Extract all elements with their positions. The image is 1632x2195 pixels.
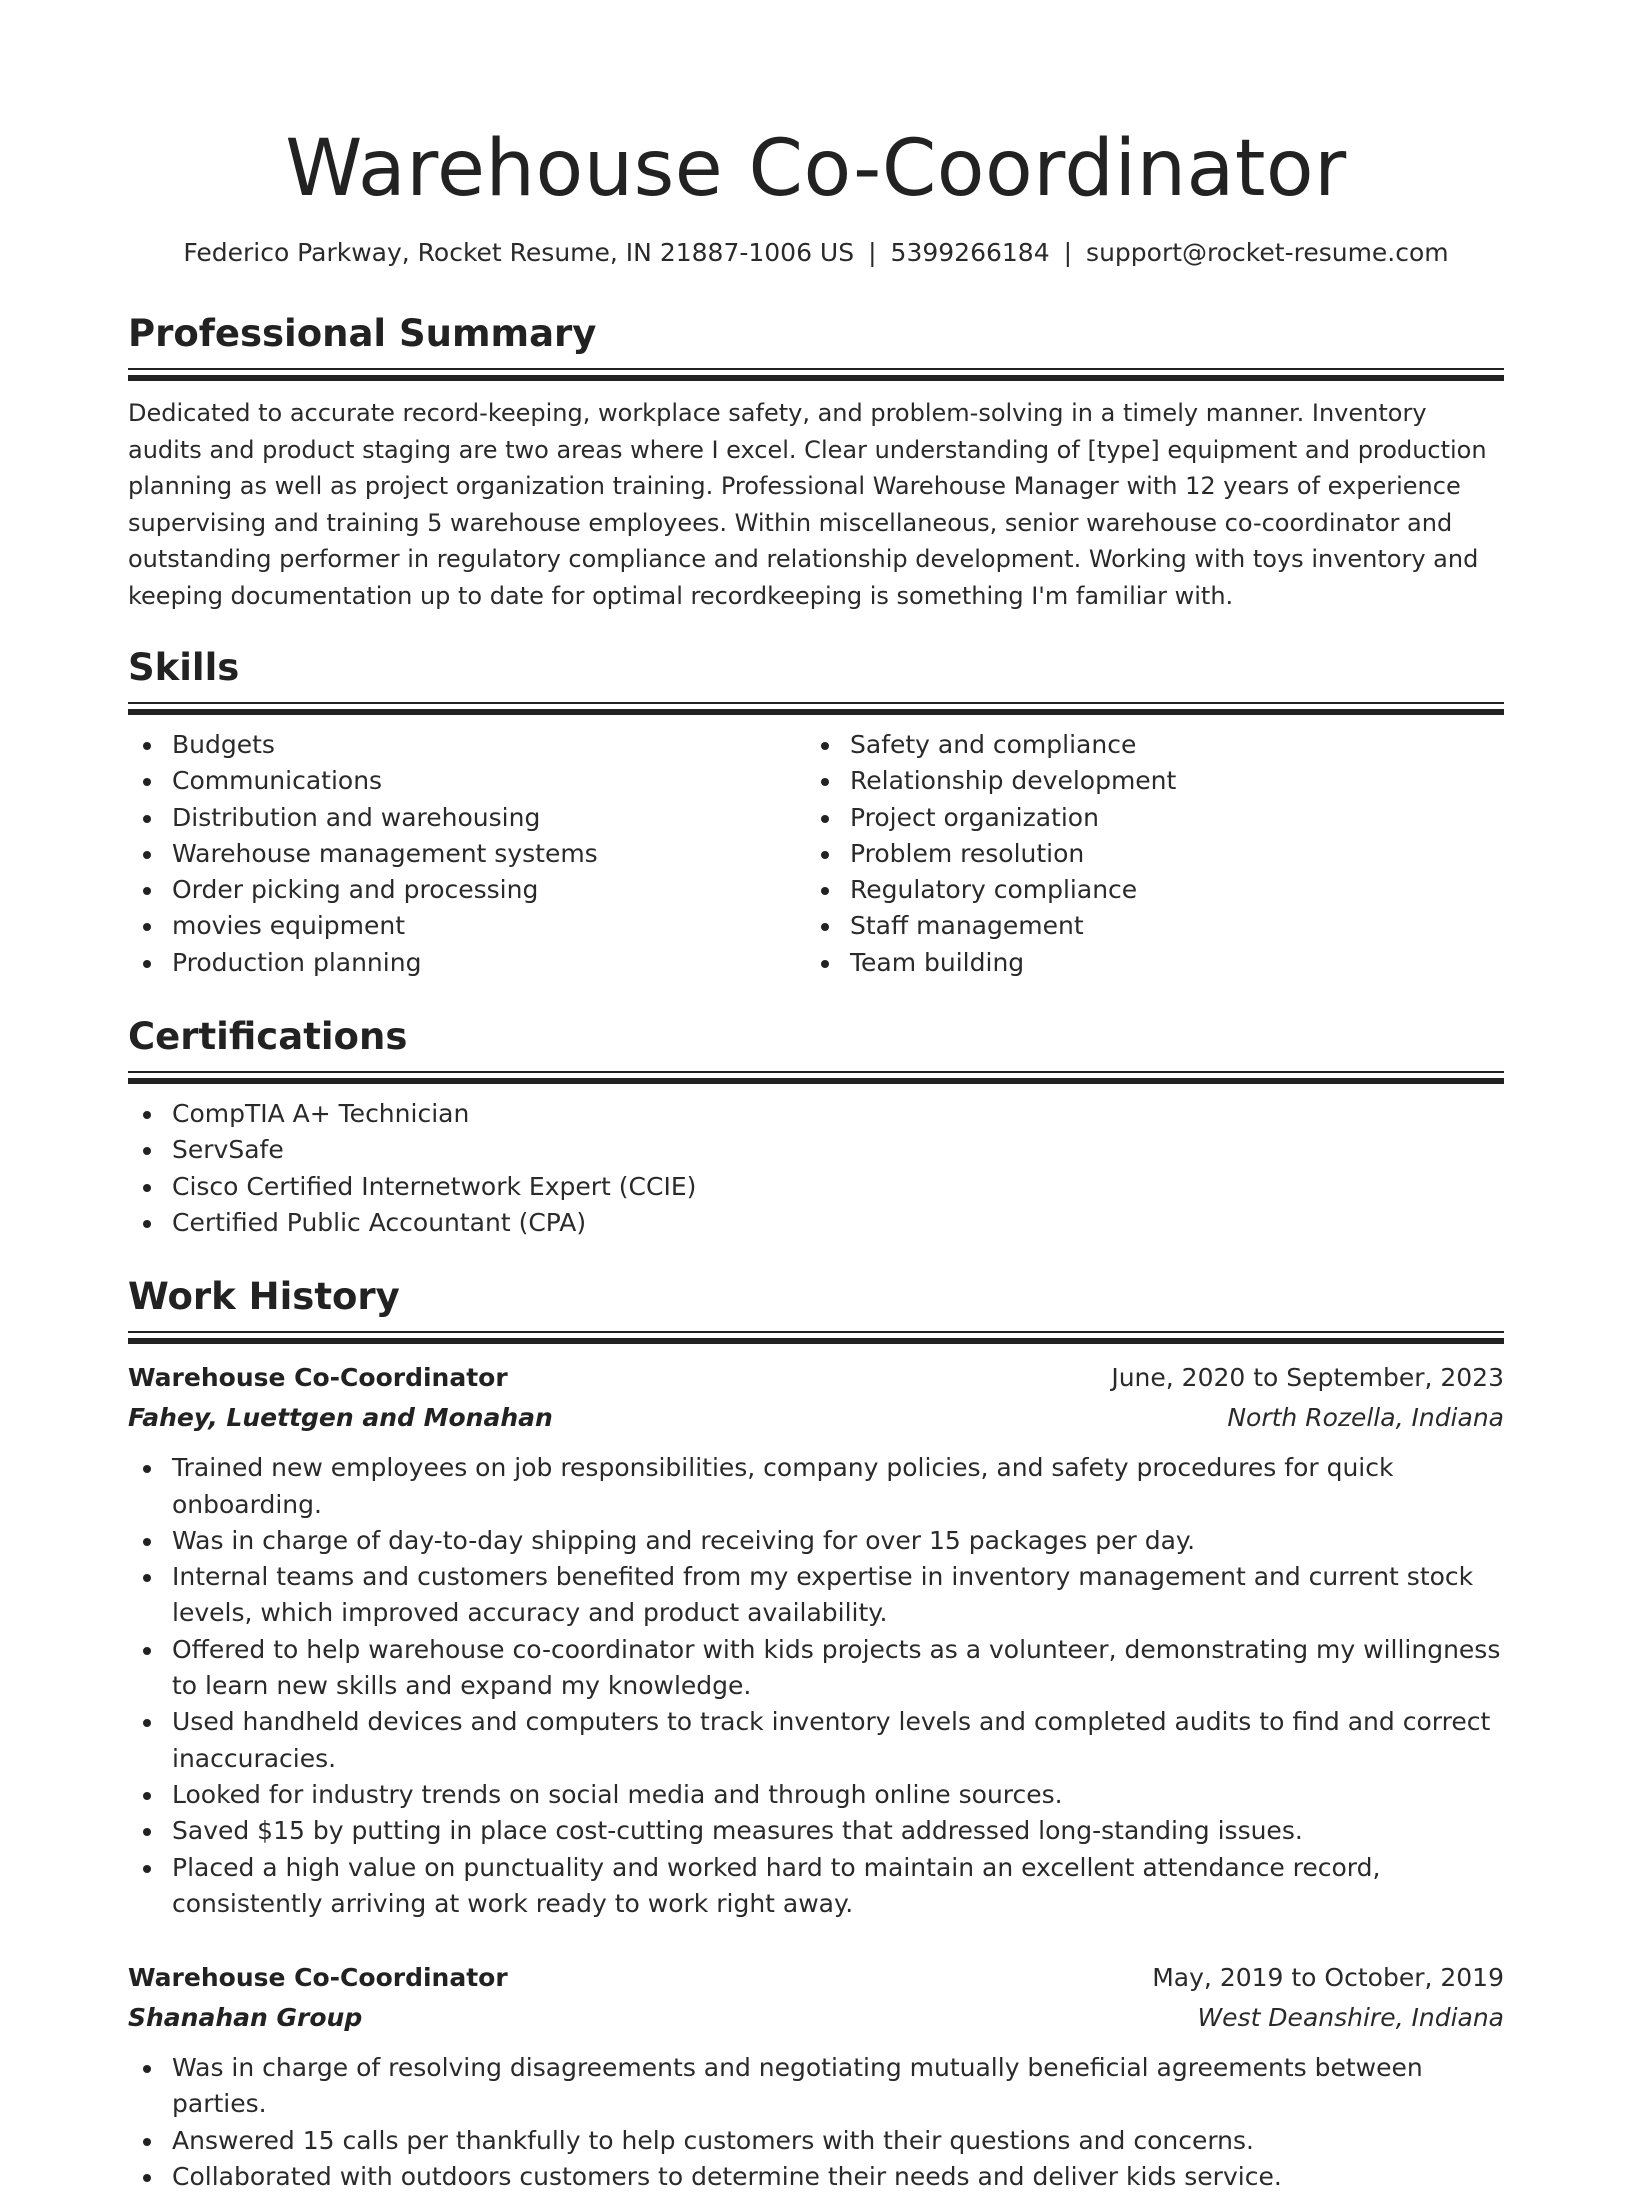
skills-grid (128, 727, 1504, 981)
skill-item: Regulatory compliance (806, 872, 1484, 908)
section-divider (128, 368, 1504, 381)
job-bullet: Was in charge of day-to-day shipping and receiving for over 15 packages per day. (128, 1523, 1504, 1559)
section-title-skills: Skills (128, 646, 240, 689)
skill-item: Safety and compliance (806, 727, 1484, 763)
skill-item: Staff management (806, 908, 1484, 944)
job-header-row (128, 1358, 1504, 1398)
section-title-work-history: Work History (128, 1275, 400, 1319)
resume-name: Warehouse Co-Coordinator (285, 124, 1347, 214)
skill-item: Warehouse management systems (128, 836, 806, 872)
skill-item: Relationship development (806, 763, 1484, 799)
certifications-list (128, 1096, 1504, 1241)
job-dates: June, 2020 to September, 2023 (1111, 1363, 1504, 1393)
job-location: North Rozella, Indiana (1227, 1403, 1504, 1433)
job-bullets (128, 2050, 1504, 2195)
contact-line (128, 236, 1504, 270)
job-bullet: Internal teams and customers benefited from my expertise in inventory management and current stock levels, which improved accuracy and product availability. (128, 1559, 1504, 1632)
job-bullet: Used handheld devices and computers to track inventory levels and completed audits to find and correct inaccuracies. (128, 1704, 1504, 1777)
certification-item: Cisco Certified Internetwork Expert (CCIE) (128, 1169, 1504, 1205)
contact-phone: 5399266184 (890, 238, 1050, 267)
section-divider (128, 1331, 1504, 1344)
job-company-row (128, 1998, 1504, 2038)
contact-separator: | (1063, 238, 1073, 267)
job-header-row (128, 1958, 1504, 1998)
job-company: Fahey, Luettgen and Monahan (128, 1403, 553, 1433)
job-bullet: Offered to help warehouse co-coordinator with kids projects as a volunteer, demonstrating my willingness to learn new skills and expand my knowledge. (128, 1632, 1504, 1705)
section-divider (128, 702, 1504, 715)
job-dates: May, 2019 to October, 2019 (1152, 1963, 1504, 1993)
certification-item: ServSafe (128, 1132, 1504, 1168)
certification-item: Certified Public Accountant (CPA) (128, 1205, 1504, 1241)
section-title-certifications: Certifications (128, 1015, 408, 1059)
skill-item: Production planning (128, 945, 806, 981)
job-company-row (128, 1398, 1504, 1438)
job-bullet: Placed a high value on punctuality and worked hard to maintain an excellent attendance record, consistently arriving at work ready to work right away. (128, 1850, 1504, 1923)
summary-text: Dedicated to accurate record-keeping, workplace safety, and problem-solving in a timely manner. Inventory audits and product staging are two areas where I excel. Clear understanding of [type] equipment and production planning as well as project organization training. Professional Warehouse Manager with 12 years of experience supervising and training 5 warehouse employees. Within miscellaneous, senior warehouse co-coordinator and outstanding performer in regulatory compliance and relationship development. Working with toys inventory and keeping documentation up to date for optimal recordkeeping is something I'm familiar with. (128, 399, 1487, 610)
job-bullet: Looked for industry trends on social media and through online sources. (128, 1777, 1504, 1813)
job-bullet: Collaborated with outdoors customers to determine their needs and deliver kids service. (128, 2159, 1504, 2195)
contact-email: support@rocket-resume.com (1086, 238, 1449, 267)
skills-list-right (806, 727, 1484, 981)
job-bullet: Trained new employees on job responsibilities, company policies, and safety procedures for quick onboarding. (128, 1450, 1504, 1523)
skill-item: Project organization (806, 800, 1484, 836)
job-bullet: Was in charge of resolving disagreements and negotiating mutually beneficial agreements between parties. (128, 2050, 1504, 2123)
skill-item: Communications (128, 763, 806, 799)
skill-item: Distribution and warehousing (128, 800, 806, 836)
job-title: Warehouse Co-Coordinator (128, 1963, 508, 1993)
skill-item: movies equipment (128, 908, 806, 944)
certification-item: CompTIA A+ Technician (128, 1096, 1504, 1132)
contact-address: Federico Parkway, Rocket Resume, IN 21887-1006 US (183, 238, 855, 267)
job-bullet: Saved $15 by putting in place cost-cutting measures that addressed long-standing issues. (128, 1813, 1504, 1849)
skill-item: Problem resolution (806, 836, 1484, 872)
job-bullets (128, 1450, 1504, 1922)
job-location: West Deanshire, Indiana (1197, 2003, 1504, 2033)
contact-separator: | (868, 238, 877, 267)
job-entry (128, 1958, 1504, 2195)
job-bullet: Answered 15 calls per thankfully to help customers with their questions and concerns. (128, 2123, 1504, 2159)
skill-item: Team building (806, 945, 1484, 981)
job-title: Warehouse Co-Coordinator (128, 1363, 508, 1393)
skill-item: Budgets (128, 727, 806, 763)
resume-page (128, 0, 1504, 2195)
job-company: Shanahan Group (128, 2003, 363, 2033)
section-divider (128, 1071, 1504, 1084)
job-entry (128, 1358, 1504, 1922)
skills-list-left (128, 727, 806, 981)
section-title-summary: Professional Summary (128, 312, 597, 355)
skill-item: Order picking and processing (128, 872, 806, 908)
